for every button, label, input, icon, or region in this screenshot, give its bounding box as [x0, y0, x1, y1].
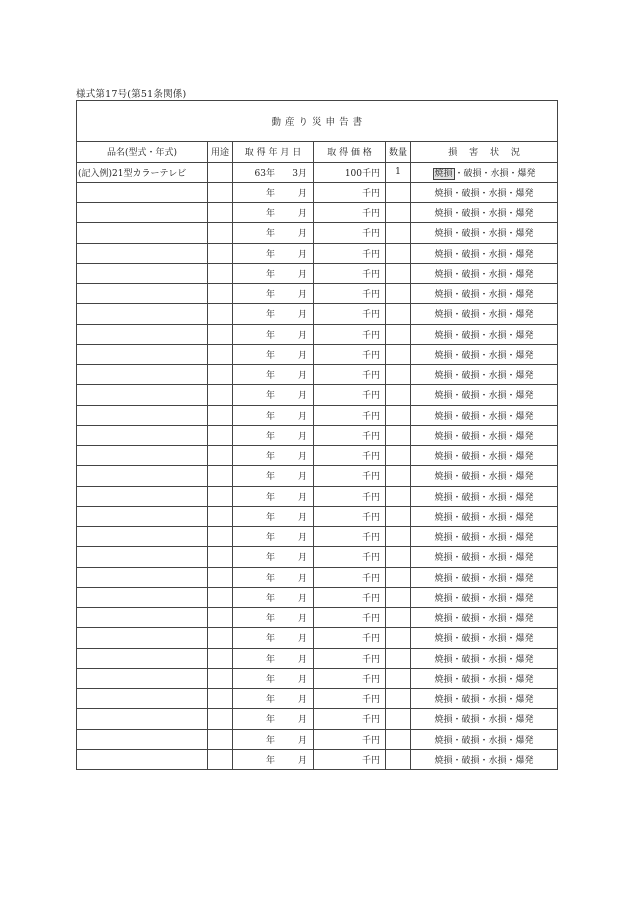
entry-month: 月 [297, 188, 307, 199]
entry-month: 月 [297, 695, 307, 706]
entry-use-cell[interactable] [208, 689, 233, 709]
entry-year: 年 [265, 634, 275, 645]
entry-row [77, 284, 558, 304]
entry-year: 年 [265, 533, 275, 544]
entry-price-cell[interactable]: 千円 [314, 263, 386, 283]
entry-row [77, 527, 558, 547]
example-damage-selected: 焼損 [434, 168, 453, 179]
entry-date-cell[interactable] [233, 689, 314, 709]
entry-use-cell[interactable] [208, 284, 233, 304]
entry-month: 月 [297, 249, 307, 260]
entry-date-cell[interactable] [233, 709, 314, 729]
entry-price-cell[interactable]: 千円 [314, 385, 386, 405]
entry-year: 年 [265, 695, 275, 706]
entry-price-cell[interactable]: 千円 [314, 608, 386, 628]
entry-use-cell[interactable] [208, 223, 233, 243]
entry-year: 年 [265, 512, 275, 523]
entry-qty-cell[interactable] [386, 689, 411, 709]
entry-date-cell[interactable] [233, 567, 314, 587]
entry-row [77, 365, 558, 385]
entry-name-cell[interactable] [77, 263, 208, 283]
entry-date-cell[interactable] [233, 223, 314, 243]
entry-damage-cell[interactable]: 焼損・破損・水損・爆発 [411, 608, 558, 628]
entry-use-cell[interactable] [208, 567, 233, 587]
entry-month: 月 [297, 472, 307, 483]
entry-row [77, 567, 558, 587]
entry-qty-cell[interactable] [386, 587, 411, 607]
entry-damage-cell[interactable]: 焼損・破損・水損・爆発 [411, 344, 558, 364]
entry-name-cell[interactable] [77, 506, 208, 526]
entry-month: 月 [297, 229, 307, 240]
example-month: 3月 [292, 168, 307, 179]
entry-qty-cell[interactable] [386, 344, 411, 364]
entry-qty-cell[interactable] [386, 506, 411, 526]
entry-use-cell[interactable] [208, 608, 233, 628]
entry-use-cell[interactable] [208, 506, 233, 526]
entry-use-cell[interactable] [208, 486, 233, 506]
entry-date-cell[interactable] [233, 385, 314, 405]
entry-qty-cell[interactable] [386, 729, 411, 749]
entry-row [77, 628, 558, 648]
entry-qty-cell[interactable] [386, 486, 411, 506]
entry-name-cell[interactable] [77, 689, 208, 709]
entry-price-cell[interactable]: 千円 [314, 182, 386, 202]
header-name: 品名(型式・年式) [77, 142, 208, 163]
entry-use-cell[interactable] [208, 263, 233, 283]
entry-name-cell[interactable] [77, 709, 208, 729]
entry-use-cell[interactable] [208, 709, 233, 729]
form-number-label: 様式第17号(第51条関係) [76, 89, 187, 100]
entry-damage-cell[interactable]: 焼損・破損・水損・爆発 [411, 547, 558, 567]
entry-name-cell[interactable] [77, 385, 208, 405]
entry-name-cell[interactable] [77, 324, 208, 344]
entry-damage-cell[interactable]: 焼損・破損・水損・爆発 [411, 284, 558, 304]
entry-price-cell[interactable]: 千円 [314, 527, 386, 547]
entry-price-cell[interactable]: 千円 [314, 729, 386, 749]
entry-date-cell[interactable] [233, 243, 314, 263]
entry-use-cell[interactable] [208, 668, 233, 688]
entry-date-cell[interactable] [233, 486, 314, 506]
entry-qty-cell[interactable] [386, 567, 411, 587]
entry-row [77, 466, 558, 486]
entry-damage-cell[interactable]: 焼損・破損・水損・爆発 [411, 567, 558, 587]
entry-damage-cell[interactable]: 焼損・破損・水損・爆発 [411, 203, 558, 223]
entry-damage-cell[interactable]: 焼損・破損・水損・爆発 [411, 182, 558, 202]
entry-qty-cell[interactable] [386, 223, 411, 243]
entry-damage-cell[interactable]: 焼損・破損・水損・爆発 [411, 668, 558, 688]
entry-name-cell[interactable] [77, 365, 208, 385]
entry-name-cell[interactable] [77, 729, 208, 749]
entry-name-cell[interactable] [77, 425, 208, 445]
entry-year: 年 [265, 715, 275, 726]
entry-name-cell[interactable] [77, 344, 208, 364]
entry-row [77, 446, 558, 466]
entry-name-cell[interactable] [77, 243, 208, 263]
entry-row [77, 668, 558, 688]
entry-use-cell[interactable] [208, 749, 233, 769]
entry-qty-cell[interactable] [386, 324, 411, 344]
entry-date-cell[interactable] [233, 729, 314, 749]
entry-use-cell[interactable] [208, 587, 233, 607]
entry-qty-cell[interactable] [386, 668, 411, 688]
entry-qty-cell[interactable] [386, 608, 411, 628]
entry-use-cell[interactable] [208, 405, 233, 425]
example-damage [411, 162, 558, 182]
entry-row [77, 648, 558, 668]
entry-price-cell[interactable]: 千円 [314, 709, 386, 729]
entry-month: 月 [297, 452, 307, 463]
entry-row [77, 263, 558, 283]
entry-price-cell[interactable]: 千円 [314, 506, 386, 526]
entry-price-cell[interactable]: 千円 [314, 446, 386, 466]
header-use: 用途 [208, 142, 233, 163]
entry-row [77, 344, 558, 364]
entry-month: 月 [297, 209, 307, 220]
entry-row [77, 729, 558, 749]
entry-price-cell[interactable]: 千円 [314, 749, 386, 769]
entry-year: 年 [265, 290, 275, 301]
entry-price-cell[interactable]: 千円 [314, 668, 386, 688]
entry-year: 年 [265, 249, 275, 260]
entry-row [77, 324, 558, 344]
entry-row [77, 749, 558, 769]
entry-damage-cell[interactable]: 焼損・破損・水損・爆発 [411, 628, 558, 648]
entry-use-cell[interactable] [208, 243, 233, 263]
entry-damage-cell[interactable]: 焼損・破損・水損・爆発 [411, 263, 558, 283]
entry-use-cell[interactable] [208, 729, 233, 749]
entry-month: 月 [297, 614, 307, 625]
entry-damage-cell[interactable]: 焼損・破損・水損・爆発 [411, 446, 558, 466]
entry-qty-cell[interactable] [386, 527, 411, 547]
entry-name-cell[interactable] [77, 527, 208, 547]
entry-damage-cell[interactable]: 焼損・破損・水損・爆発 [411, 648, 558, 668]
entry-name-cell[interactable] [77, 648, 208, 668]
entry-qty-cell[interactable] [386, 243, 411, 263]
entry-price-cell[interactable]: 千円 [314, 628, 386, 648]
entry-qty-cell[interactable] [386, 466, 411, 486]
entry-year: 年 [265, 391, 275, 402]
entry-month: 月 [297, 371, 307, 382]
entry-damage-cell[interactable]: 焼損・破損・水損・爆発 [411, 324, 558, 344]
entry-damage-cell[interactable]: 焼損・破損・水損・爆発 [411, 527, 558, 547]
entry-year: 年 [265, 188, 275, 199]
entry-price-cell[interactable]: 千円 [314, 324, 386, 344]
entry-name-cell[interactable] [77, 567, 208, 587]
entry-price-cell[interactable]: 千円 [314, 304, 386, 324]
entry-qty-cell[interactable] [386, 749, 411, 769]
header-price: 取 得 価 格 [314, 142, 386, 163]
entry-name-cell[interactable] [77, 628, 208, 648]
entry-use-cell[interactable] [208, 182, 233, 202]
entry-qty-cell[interactable] [386, 365, 411, 385]
example-date [233, 162, 314, 182]
entry-month: 月 [297, 533, 307, 544]
header-row [77, 142, 558, 163]
entry-price-cell[interactable]: 千円 [314, 486, 386, 506]
entry-row [77, 486, 558, 506]
entry-qty-cell[interactable] [386, 446, 411, 466]
entry-price-cell[interactable]: 千円 [314, 344, 386, 364]
entry-damage-cell[interactable]: 焼損・破損・水損・爆発 [411, 709, 558, 729]
entry-damage-cell[interactable]: 焼損・破損・水損・爆発 [411, 243, 558, 263]
entry-qty-cell[interactable] [386, 648, 411, 668]
entry-damage-cell[interactable]: 焼損・破損・水損・爆発 [411, 506, 558, 526]
entry-date-cell[interactable] [233, 284, 314, 304]
entry-row [77, 547, 558, 567]
entry-date-cell[interactable] [233, 425, 314, 445]
entry-name-cell[interactable] [77, 446, 208, 466]
entry-damage-cell[interactable]: 焼損・破損・水損・爆発 [411, 385, 558, 405]
entry-month: 月 [297, 674, 307, 685]
entry-price-cell[interactable]: 千円 [314, 203, 386, 223]
entry-price-cell[interactable]: 千円 [314, 567, 386, 587]
entry-month: 月 [297, 553, 307, 564]
entry-date-cell[interactable] [233, 324, 314, 344]
example-price: 100千円 [314, 162, 386, 182]
entry-date-cell[interactable] [233, 304, 314, 324]
entry-price-cell[interactable]: 千円 [314, 466, 386, 486]
entry-damage-cell[interactable]: 焼損・破損・水損・爆発 [411, 486, 558, 506]
entry-row [77, 243, 558, 263]
entry-qty-cell[interactable] [386, 709, 411, 729]
entry-row [77, 405, 558, 425]
entry-qty-cell[interactable] [386, 182, 411, 202]
entry-date-cell[interactable] [233, 527, 314, 547]
entry-name-cell[interactable] [77, 182, 208, 202]
entry-damage-cell[interactable]: 焼損・破損・水損・爆発 [411, 365, 558, 385]
entry-year: 年 [265, 371, 275, 382]
entry-month: 月 [297, 715, 307, 726]
entry-month: 月 [297, 634, 307, 645]
entry-month: 月 [297, 492, 307, 503]
entry-date-cell[interactable] [233, 263, 314, 283]
entry-qty-cell[interactable] [386, 263, 411, 283]
entry-damage-cell[interactable]: 焼損・破損・水損・爆発 [411, 223, 558, 243]
entry-date-cell[interactable] [233, 182, 314, 202]
entry-month: 月 [297, 654, 307, 665]
example-use [208, 162, 233, 182]
entry-row [77, 709, 558, 729]
entry-name-cell[interactable] [77, 668, 208, 688]
entry-year: 年 [265, 209, 275, 220]
entry-date-cell[interactable] [233, 628, 314, 648]
entry-name-cell[interactable] [77, 749, 208, 769]
entry-year: 年 [265, 735, 275, 746]
entry-year: 年 [265, 553, 275, 564]
title-row [77, 101, 558, 142]
entry-year: 年 [265, 452, 275, 463]
entry-qty-cell[interactable] [386, 284, 411, 304]
entry-row [77, 182, 558, 202]
entry-qty-cell[interactable] [386, 304, 411, 324]
entry-date-cell[interactable] [233, 506, 314, 526]
entry-date-cell[interactable] [233, 203, 314, 223]
entry-year: 年 [265, 310, 275, 321]
entry-use-cell[interactable] [208, 425, 233, 445]
entry-year: 年 [265, 614, 275, 625]
entry-price-cell[interactable]: 千円 [314, 547, 386, 567]
entry-row [77, 506, 558, 526]
entry-price-cell[interactable]: 千円 [314, 365, 386, 385]
entry-month: 月 [297, 391, 307, 402]
entry-date-cell[interactable] [233, 608, 314, 628]
entry-month: 月 [297, 431, 307, 442]
entry-price-cell[interactable]: 千円 [314, 648, 386, 668]
entry-price-cell[interactable]: 千円 [314, 284, 386, 304]
entry-year: 年 [265, 472, 275, 483]
entry-date-cell[interactable] [233, 405, 314, 425]
entry-name-cell[interactable] [77, 608, 208, 628]
entry-month: 月 [297, 755, 307, 766]
entry-month: 月 [297, 593, 307, 604]
entry-year: 年 [265, 654, 275, 665]
example-row [77, 162, 558, 182]
header-damage: 損 害 状 況 [411, 142, 558, 163]
entry-date-cell[interactable] [233, 466, 314, 486]
entry-name-cell[interactable] [77, 466, 208, 486]
entry-row [77, 385, 558, 405]
entry-use-cell[interactable] [208, 385, 233, 405]
entry-row [77, 587, 558, 607]
entry-date-cell[interactable] [233, 344, 314, 364]
entry-date-cell[interactable] [233, 547, 314, 567]
entry-year: 年 [265, 593, 275, 604]
entry-name-cell[interactable] [77, 223, 208, 243]
entry-use-cell[interactable] [208, 648, 233, 668]
entry-year: 年 [265, 431, 275, 442]
entry-date-cell[interactable] [233, 365, 314, 385]
entry-month: 月 [297, 512, 307, 523]
entry-damage-cell[interactable]: 焼損・破損・水損・爆発 [411, 587, 558, 607]
entry-month: 月 [297, 735, 307, 746]
entry-qty-cell[interactable] [386, 203, 411, 223]
entry-name-cell[interactable] [77, 547, 208, 567]
entry-price-cell[interactable]: 千円 [314, 689, 386, 709]
entry-price-cell[interactable]: 千円 [314, 223, 386, 243]
entry-qty-cell[interactable] [386, 425, 411, 445]
header-qty: 数量 [386, 142, 411, 163]
entry-use-cell[interactable] [208, 628, 233, 648]
form-title: 動 産 り 災 申 告 書 [77, 101, 558, 142]
entry-month: 月 [297, 350, 307, 361]
entry-date-cell[interactable] [233, 668, 314, 688]
example-damage-options: ・破損・水損・爆発 [454, 168, 536, 179]
entry-month: 月 [297, 310, 307, 321]
entry-year: 年 [265, 492, 275, 503]
entry-name-cell[interactable] [77, 284, 208, 304]
entry-row [77, 223, 558, 243]
entry-year: 年 [265, 330, 275, 341]
entry-qty-cell[interactable] [386, 385, 411, 405]
entry-month: 月 [297, 411, 307, 422]
entry-damage-cell[interactable]: 焼損・破損・水損・爆発 [411, 749, 558, 769]
entry-year: 年 [265, 229, 275, 240]
entry-damage-cell[interactable]: 焼損・破損・水損・爆発 [411, 425, 558, 445]
entry-year: 年 [265, 350, 275, 361]
entry-price-cell[interactable]: 千円 [314, 425, 386, 445]
entry-qty-cell[interactable] [386, 405, 411, 425]
entry-month: 月 [297, 290, 307, 301]
entry-damage-cell[interactable]: 焼損・破損・水損・爆発 [411, 405, 558, 425]
entry-use-cell[interactable] [208, 547, 233, 567]
entry-row [77, 608, 558, 628]
entry-qty-cell[interactable] [386, 547, 411, 567]
entry-date-cell[interactable] [233, 446, 314, 466]
entry-row [77, 304, 558, 324]
entry-use-cell[interactable] [208, 365, 233, 385]
entry-year: 年 [265, 755, 275, 766]
entry-year: 年 [265, 411, 275, 422]
damage-report-table [76, 100, 558, 770]
entry-use-cell[interactable] [208, 344, 233, 364]
entry-use-cell[interactable] [208, 203, 233, 223]
entry-use-cell[interactable] [208, 466, 233, 486]
entry-date-cell[interactable] [233, 749, 314, 769]
entry-name-cell[interactable] [77, 486, 208, 506]
entry-price-cell[interactable]: 千円 [314, 405, 386, 425]
entry-price-cell[interactable]: 千円 [314, 243, 386, 263]
entry-use-cell[interactable] [208, 527, 233, 547]
entry-month: 月 [297, 573, 307, 584]
entry-qty-cell[interactable] [386, 628, 411, 648]
entry-year: 年 [265, 269, 275, 280]
entry-row [77, 203, 558, 223]
entry-damage-cell[interactable]: 焼損・破損・水損・爆発 [411, 304, 558, 324]
entry-name-cell[interactable] [77, 304, 208, 324]
entry-name-cell[interactable] [77, 587, 208, 607]
entry-damage-cell[interactable]: 焼損・破損・水損・爆発 [411, 689, 558, 709]
entry-use-cell[interactable] [208, 304, 233, 324]
example-name: (記入例)21型カラーテレビ [77, 162, 208, 182]
header-date: 取 得 年 月 日 [233, 142, 314, 163]
entry-use-cell[interactable] [208, 446, 233, 466]
entry-row [77, 425, 558, 445]
example-qty: 1 [386, 162, 411, 182]
entry-name-cell[interactable] [77, 405, 208, 425]
entry-year: 年 [265, 573, 275, 584]
entry-use-cell[interactable] [208, 324, 233, 344]
entry-damage-cell[interactable]: 焼損・破損・水損・爆発 [411, 729, 558, 749]
entry-year: 年 [265, 674, 275, 685]
entry-price-cell[interactable]: 千円 [314, 587, 386, 607]
entry-row [77, 689, 558, 709]
entry-date-cell[interactable] [233, 648, 314, 668]
entry-month: 月 [297, 269, 307, 280]
example-year: 63年 [254, 168, 275, 179]
entry-date-cell[interactable] [233, 587, 314, 607]
entry-name-cell[interactable] [77, 203, 208, 223]
entry-month: 月 [297, 330, 307, 341]
entry-damage-cell[interactable]: 焼損・破損・水損・爆発 [411, 466, 558, 486]
